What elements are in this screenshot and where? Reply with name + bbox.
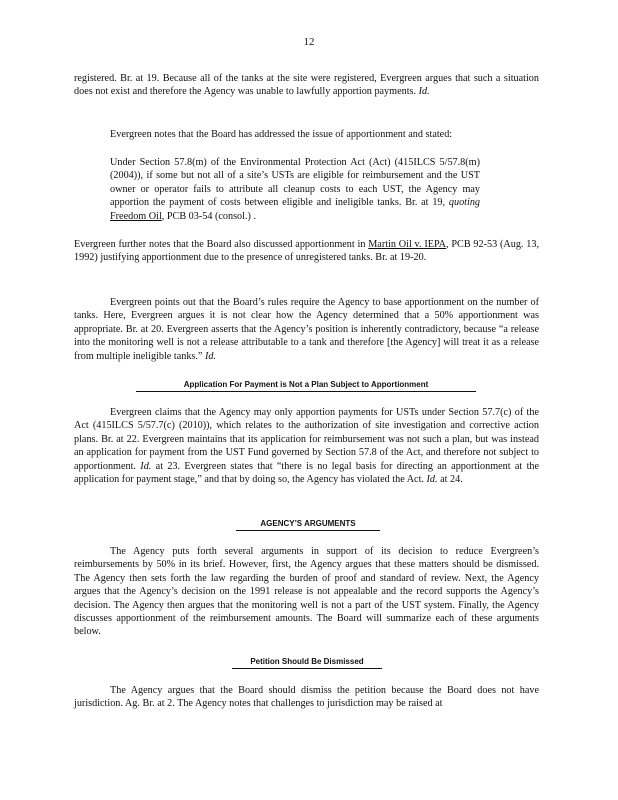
- paragraph-registered: [74, 72, 539, 99]
- paragraph-text-a: Evergreen claims that the Agency may only apportion payments for USTs under Section 57.7(c) of the Act (415ILCS 5/57.7(c) (2010)), which relates to the authorization of site investigation and corrective action plans. Br. at 22. Evergreen maintains that its application for reimbursement was not such a plan, but was instead an application for payment from the UST Fund governed by Section 57.8 of the Act, and therefore not subject to apportionment.: [74, 407, 539, 472]
- section-heading-petition-dismissed: Petition Should Be Dismissed: [232, 656, 382, 669]
- paragraph-tail: , PCB 92-53 (Aug. 13, 1992) justifying apportionment due to the presence of unregistered tanks. Br. at 19-20.: [74, 239, 540, 264]
- quote-text: Under Section 57.8(m) of the Environmental Protection Act (Act) (415ILCS 5/57.8(m) (2004)), if some but not all of a site’s USTs are eligible for reimbursement and the UST owner or operator fails to attribute all cleanup costs to each UST, the Agency may apportion the payment of costs between eligible and ineligible tanks. Br. at 19,: [110, 157, 480, 209]
- citation-id: Id.: [140, 460, 152, 472]
- quoting-label: quoting: [448, 197, 481, 209]
- paragraph-text: Evergreen points out that the Board’s rules require the Agency to base apportionment on the number of tanks. Here, Evergreen argues it is not clear how the Agency determined that a 50% apportionment was appropriate. Br. at 20. Evergreen asserts that the Agency’s position is inherently contradictory, because “a release into the monitoring well is not a release attributable to a tank and therefore [the Agency] will treat it as a release from multiple ineligible tanks.”: [74, 297, 539, 362]
- case-name-martin-oil: Martin Oil v. IEPA: [368, 239, 447, 250]
- case-name-freedom-oil: Freedom Oil: [110, 210, 162, 222]
- paragraph-agency-arguments: The Agency puts forth several arguments in support of its decision to reduce Evergreen’s reimbursements by 50% in its brief. However, first, the Agency argues that these matters should be dismissed. The Agency then sets forth the law regarding the burden of proof and standard of review. Next, the Agency argues that the Agency’s decision on the 1991 release is not appealable and the record supports the Agency’s decision. The Agency then argues that the monitoring well is not a part of the UST system. Finally, the Agency discusses apportionment of the reimbursement amounts. The Board will summarize each of these arguments below.: [74, 546, 539, 638]
- paragraph-board-addressed: Evergreen notes that the Board has addressed the issue of apportionment and stated:: [110, 129, 453, 140]
- paragraph-text-c: at 24.: [440, 474, 463, 486]
- citation-id: Id.: [426, 474, 438, 486]
- paragraph-text: registered. Br. at 19. Because all of the tanks at the site were registered, Evergreen argues that such a situation does not exist and therefore the Agency was unable to lawfully apportion payments.: [74, 73, 539, 98]
- section-heading-agency-arguments: AGENCY’S ARGUMENTS: [236, 518, 380, 531]
- quote-tail: , PCB 03-54 (consol.) .: [161, 210, 257, 222]
- paragraph-text-b: at 23. Evergreen states that “there is no legal basis for directing an apportionment at the application for payment stage,” and that by doing so, the Agency has violated the Act.: [74, 460, 540, 486]
- block-quote: [110, 156, 480, 223]
- paragraph-section-57-7: [74, 406, 539, 486]
- paragraph-jurisdiction: The Agency argues that the Board should dismiss the petition because the Board does not have jurisdiction. Ag. Br. at 2. The Agency notes that challenges to jurisdiction may be raised at: [74, 685, 539, 710]
- paragraph-martin-oil: [74, 238, 539, 265]
- citation-id: Id.: [205, 350, 217, 362]
- citation-id: Id.: [418, 86, 430, 98]
- paragraph-lead: Evergreen further notes that the Board also discussed apportionment in: [74, 239, 366, 250]
- paragraph-number-of-tanks: [74, 296, 539, 363]
- page-number: 12: [303, 36, 315, 48]
- section-heading-application: Application For Payment is Not a Plan Subject to Apportionment: [136, 379, 476, 392]
